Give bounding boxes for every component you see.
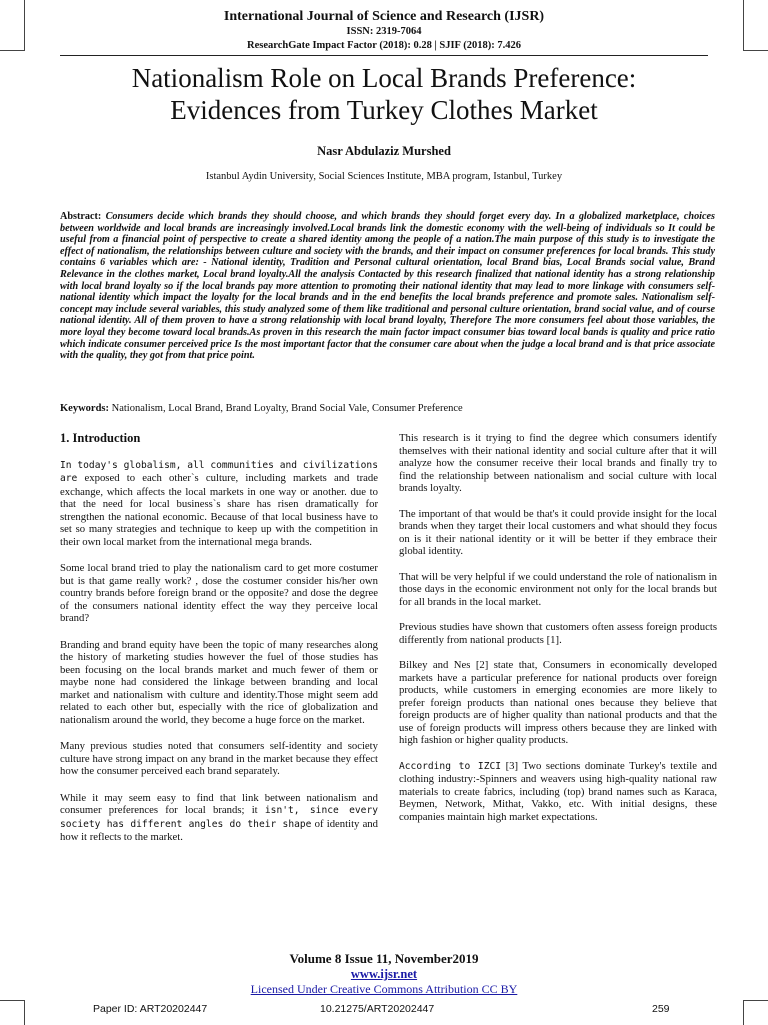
paragraph: The important of that would be that's it could provide insight for the local brands when they target their local customers and what should they focus on is it their national identity or it will be better if they embrace their global identity. (399, 507, 717, 557)
abstract-text: Consumers decide which brands they should choose, and which brands they should forget every day. In a globalized marketplace, choices between worldwide and local brands are increasingly involved.Local brands link the domestic economy with the well-being of individuals so It could be useful from a financial point of perspective to create a shared identity among the people of a nation.The main purpose of this study is to investigate the effect of nationalism, the relationships between culture and society with the brands, and their impact on consumer preferences for local brands. This study contains 6 variables which are: - National identity, Tradition and Personal cultural orientation, local Brand bias, Local Brands social value, Brand Relevance in the clothes market, Local brand loyalty.All the analysis Contacted by this research finalized that national identity has a strong relationship with local brand loyalty so if the local brands pay more attention to promoting their national identity that may lead to more linkage with consumers self-national identity which impact the loyalty for the local brands and in the end benefits the local brands preference and promote sales. Nationalism self-concept may include several variables, this study analyzed some of them like traditional and personal culture orientation, brand social value, and of course national identity. All of them proven to have a strong relationship with local brand loyalty, Therefore The more consumers feel about those variables, the more loyal they become toward local brands.As proven in this research the main factor impact consumer bias toward local bands is quality and price ratio which indicate consumer perceived price Is the most important factor that the consumer care about when the judge a local brand and is that price associate with the quality, they got from that price point. (60, 211, 716, 362)
abstract-label: Abstract: (60, 211, 102, 222)
section-heading: 1. Introduction (60, 431, 141, 445)
paragraph-lead: In today's globalism, all communities and civilizations are (60, 459, 378, 484)
author-affiliation: Istanbul Aydin University, Social Sciences Institute, MBA program, Istanbul, Turkey (205, 171, 563, 182)
paragraph (60, 459, 378, 549)
abstract (60, 211, 715, 362)
author-name: Nasr Abdulaziz Murshed (317, 144, 451, 158)
journal-impact-factor: ResearchGate Impact Factor (2018): 0.28 | SJIF (2018): 7.426 (247, 40, 521, 51)
paragraph: That will be very helpful if we could understand the role of nationalism in those days in the economic environment not only for the local brands but for all brands in the local market. (399, 570, 717, 608)
header-divider (60, 55, 708, 56)
keywords (60, 403, 715, 414)
paragraph-text: [3] Two sections dominate Turkey's textile and clothing industry:-Spinners and weavers using high-quality national raw materials to create fabrics, including (top) brand names such as Karaca, Beymen, Network, Mithat, Vakko, etc. With initial designs, these companies maintain high market expectations. (399, 759, 717, 823)
keywords-text: Nationalism, Local Brand, Brand Loyalty, Brand Social Vale, Consumer Preference (111, 403, 463, 414)
volume-issue: Volume 8 Issue 11, November2019 (289, 951, 479, 966)
paragraph-text: exposed to each other`s culture, including markets and trade exchange, which affects the local markets in one way or another. due to that the need for local business`s share has risen dramatically for strengthen the national economic. Because of that local business have to set so many strategies and technique to keep up with the competition in their own local market from the international mega brands. (60, 472, 378, 548)
page-footer (0, 951, 768, 997)
page-edge-mark (743, 1000, 768, 1025)
journal-issn: ISSN: 2319-7064 (346, 26, 422, 37)
paragraph-lead: According to IZCI (399, 760, 502, 772)
journal-name: International Journal of Science and Research (IJSR) (223, 9, 545, 24)
page-edge-mark (0, 1000, 25, 1025)
paragraph-mono: isn't, since every society has different angles do their shape (60, 805, 378, 830)
paragraph: Many previous studies noted that consumers self-identity and society culture have strong impact on any brand in the market because they effect how the consumer perceived each brand separately. (60, 740, 378, 777)
paragraph (60, 792, 378, 844)
paper-title (60, 62, 708, 126)
paragraph-text: While it may seem easy to find that link between nationalism and consumer preferences for local brands; it (60, 791, 378, 816)
paragraph: Bilkey and Nes [2] state that, Consumers in economically developed markets have a particular preference for national products over foreign products, while customers in emerging economies are more likely to prefer foreign products than national ones because they believe that foreign products are of higher quality than national products and that the use of foreign products will impress others because they are linked with high fashion or higher quality products. (399, 659, 717, 746)
journal-website-link[interactable]: www.ijsr.net (350, 967, 418, 981)
paragraph-text: of identity and how it reflects to the market. (60, 817, 378, 843)
title-line: Nationalism Role on Local Brands Preference: (131, 63, 637, 93)
keywords-label: Keywords: (60, 403, 109, 414)
paragraph: Branding and brand equity have been the topic of many researches along the history of marketing studies however the fuel of those studies has been focusing on the local brands market and much fewer of them or maybe none had considered the linkage between branding and local market and nationalism with culture and identity.Those might seem add related to each other but, especially with the rice of globalization and nationalism around the world, they become a huge force on the market. (60, 638, 378, 726)
doi: 10.21275/ART20202447 (320, 1003, 435, 1015)
license-link[interactable]: Licensed Under Creative Commons Attribution CC BY (250, 982, 518, 996)
paragraph: Some local brand tried to play the nationalism card to get more costumer but is that game really work? , dose the costumer consider his/her own country brands before foreign brand or the opposite? and dose the degree of the consumers national identity effect the way they perceive local brand? (60, 562, 378, 624)
title-line: Evidences from Turkey Clothes Market (170, 95, 598, 125)
paragraph (399, 760, 717, 824)
page-number: 259 (652, 1003, 670, 1015)
paragraph: This research is it trying to find the degree which consumers identify themselves with their national identity and social culture after that it will analyze how the consumer receive their local brands and finally try to find the relationship between nationalism and social culture with local brands loyalty. (399, 432, 717, 494)
paper-id: Paper ID: ART20202447 (93, 1003, 208, 1015)
journal-header (0, 8, 768, 52)
right-column (399, 432, 717, 836)
left-column (60, 430, 378, 858)
paragraph: Previous studies have shown that customers often assess foreign products differently from national products [1]. (399, 621, 717, 646)
